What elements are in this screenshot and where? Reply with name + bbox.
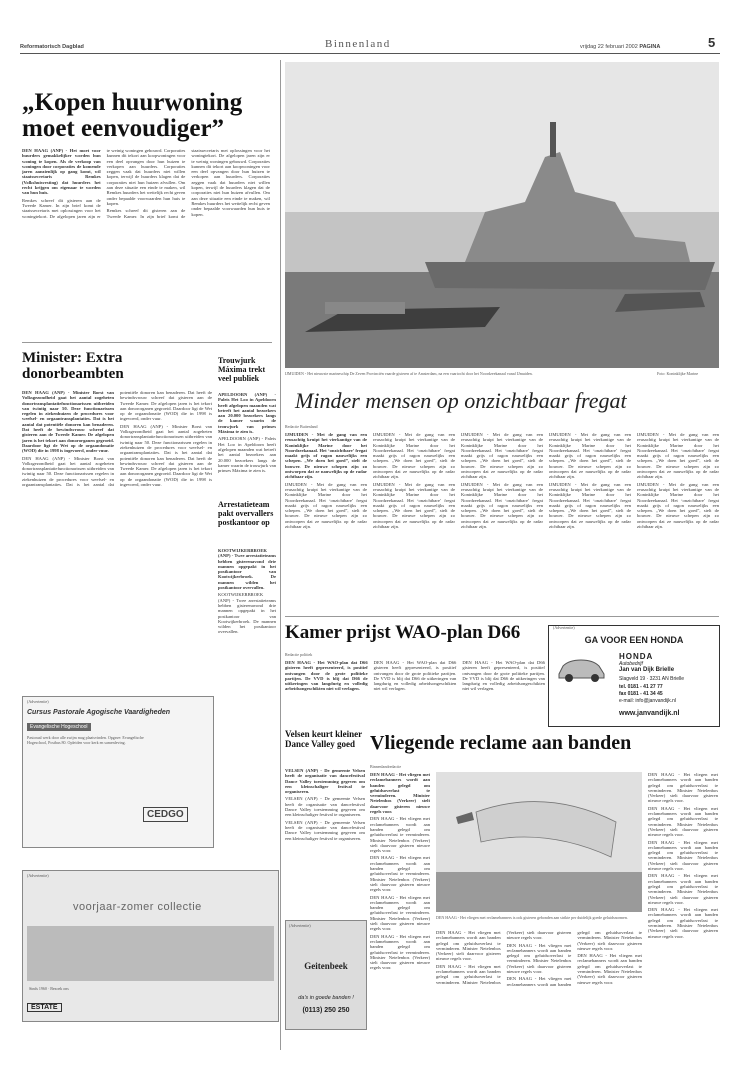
- article7-text-6: IJMUIDEN - Met de gang van een reusachtig kruipt het vierkantige van de Koninklijke Marine door het Noordzeekanaal. Het ‘onzichtbare’ fregat maakt grijs of ragon nauwelijks een schepen. „We doen het goed”, stelt de bouwer. De nieuwe schepen zijn zo ontworpen dat ze nauwelijks op de radar zichtbaar zijn.: [549, 432, 631, 480]
- car-icon: [555, 654, 607, 684]
- ad-honda-dealer: Jan van Dijk Brielle: [619, 667, 675, 673]
- page-number: 5: [708, 35, 716, 50]
- article8-text-9: DEN HAAG - Het vliegen met reclamebanners wordt aan banden gelegd om geluidsoverlast te verminderen. Minister Netelenbos (Verkeer) stelt daarvoor gisteren nieuwe regels voor.: [577, 953, 642, 985]
- ad-mode-brand: ESTATE: [27, 1003, 62, 1012]
- article8-headline: Vliegende reclame aan banden: [370, 732, 632, 754]
- article7-text-9: IJMUIDEN - Met de gang van een reusachtig kruipt het vierkantige van de Koninklijke Marine door het Noordzeekanaal. Het ‘onzichtbare’ fregat maakt grijs of ragon nauwelijks een schepen. „We doen het goed”, stelt de bouwer. De nieuwe schepen zijn zo ontworpen dat ze nauwelijks op de radar zichtbaar zijn.: [637, 481, 719, 530]
- ad-cursus[interactable]: [22, 696, 214, 848]
- article7-text-3: IJMUIDEN - Met de gang van een reusachtig kruipt het vierkantige van de Koninklijke Marine door het Noordzeekanaal. Het ‘onzichtbare’ fregat maakt grijs of ragon nauwelijks een schepen. „We doen het goed”, stelt de bouwer. De nieuwe schepen zijn zo ontworpen dat ze nauwelijks op de radar zichtbaar zijn.: [373, 481, 455, 530]
- article1-body: [22, 148, 270, 338]
- ad-cursus-title: Cursus Pastorale Agogische Vaardigheden: [27, 709, 171, 716]
- article4-headline: Arrestatieteam pakt overvallers postkantoor op: [218, 500, 274, 527]
- article8-text-2: DEN HAAG - Het vliegen met reclamebanners wordt aan banden gelegd om geluidsoverlast te verminderen. Minister Netelenbos (Verkeer) stelt daarvoor gisteren nieuwe regels voor.: [370, 855, 430, 893]
- article8-text-14: DEN HAAG - Het vliegen met reclamebanners wordt aan banden gelegd om geluidsoverlast te verminderen. Minister Netelenbos (Verkeer) stelt daarvoor gisteren nieuwe regels voor.: [648, 907, 718, 939]
- ad-label: (Advertentie): [27, 873, 49, 878]
- article3-text: APELDOORN (ANP) - Paleis Het Loo in Apeldoorn heeft afgelopen maanden wat betreft het aantal bezoekers aan 20.000 bezoekers langs de kamer waarin de trouwjurk van prinses Máxima te zien is.: [218, 392, 276, 435]
- article1-text-cont: Remkes schreef dit gisteren aan de Tweede Kamer. In zijn brief komt de staatssecretaris met oplossingen voor het woningtekort. De afgelopen jaren zijn er te weinig woningen gebouwd. Corporaties kunnen dit tekort aan koopwoningen voor een deel opvangen door hun huizen te verkopen aan huurders. Corporaties zeggen vaak dat huurders niet willen kopen, terwijl de huurders klagen dat de corporaties niet hun huizen afvullen. Om aan deze situatie een einde te maken, wil Remkes huurders het wettelijk recht geven onder bepaalde voorwaarden hun huis te kopen.: [106, 148, 270, 219]
- article7-headline: Minder mensen op onzichtbaar fregat: [295, 388, 627, 413]
- ad-label: (Advertentie): [27, 699, 49, 704]
- article8-text-13: DEN HAAG - Het vliegen met reclamebanners wordt aan banden gelegd om geluidsoverlast te verminderen. Minister Netelenbos (Verkeer) stelt daarvoor gisteren nieuwe regels voor.: [648, 873, 718, 905]
- ad-honda-tel: tel. 0181 - 41 27 77: [619, 684, 663, 690]
- article5-lead: DEN HAAG - Het WAO-plan dat D66 gisteren heeft gepresenteerd, is positief ontvangen door de grote politieke partijen. De VVD is blij dat D66 de uitkeringen van langdurig en volledig arbeidsongeschikten niet wil verlagen.: [285, 660, 368, 692]
- article7-bottom-rule: [285, 616, 719, 617]
- article1-bottom-rule: [22, 342, 272, 343]
- article8-text-4: DEN HAAG - Het vliegen met reclamebanners wordt aan banden gelegd om geluidsoverlast te verminderen. Minister Netelenbos (Verkeer) stelt daarvoor gisteren nieuwe regels voor.: [370, 933, 430, 971]
- article4-text: KOOTWIJKERBROEK (ANP) - Twee arrestatieteams hebben gisterenavond drie mannen opgepakt in het postkantoor van Kootwijkerbroek. De mannen wilden het postkantoor overvallen.: [218, 548, 276, 591]
- ad-geitenbeek-slogan: da's in goede banden !: [298, 995, 354, 1001]
- ad-cursus-org: Evangelische Hogeschool: [27, 723, 91, 731]
- article5-text-2: DEN HAAG - Het WAO-plan dat D66 gisteren heeft gepresenteerd, is positief ontvangen door de grote politieke partijen. De VVD is blij dat D66 de uitkeringen van langdurig en volledig arbeidsongeschikten niet wil verlagen.: [462, 660, 545, 692]
- article8-col3: [648, 772, 718, 1042]
- article2-headline: Minister: Extra donorbeambten: [22, 350, 124, 382]
- article8-text-7: DEN HAAG - Het vliegen met reclamebanners wordt aan banden gelegd om geluidsoverlast te verminderen. Minister Netelenbos (Verkeer) stelt daarvoor gisteren nieuwe regels voor.: [506, 942, 572, 975]
- article6-text-cont2: VELSEN (ANP) - De gemeente Velsen heeft de organisatie van dancefestival Dance Valley toestemming gegeven om een kleinschaliger festival te organiseren.: [285, 819, 365, 841]
- article8-text-12: DEN HAAG - Het vliegen met reclamebanners wordt aan banden gelegd om geluidsoverlast te verminderen. Minister Netelenbos (Verkeer) stelt daarvoor gisteren nieuwe regels voor.: [648, 839, 718, 872]
- article8-col1: [370, 772, 430, 1042]
- article6-headline: Velsen keurt kleiner Dance Valley goed: [285, 729, 363, 749]
- page-label: PAGINA: [639, 44, 661, 50]
- column-divider: [280, 60, 281, 1050]
- article2-body: [22, 390, 212, 600]
- article4-body: [218, 548, 276, 688]
- ad-label: (Advertentie): [289, 923, 311, 928]
- ad-honda-address: Slagveld 19 · 3231 AN Brielle: [619, 676, 685, 682]
- ad-honda[interactable]: [548, 625, 720, 727]
- article7-text-7: IJMUIDEN - Met de gang van een reusachtig kruipt het vierkantige van de Koninklijke Marine door het Noordzeekanaal. Het ‘onzichtbare’ fregat maakt grijs of ragon nauwelijks een schepen. „We doen het goed”, stelt de bouwer. De nieuwe schepen zijn zo ontworpen dat ze nauwelijks op de radar zichtbaar zijn.: [549, 481, 631, 530]
- ad-mode-brands: Sinds 1960 · Bezoek ons: [29, 986, 69, 991]
- section-title: Binnenland: [325, 38, 391, 50]
- article8-text-5: DEN HAAG - Het vliegen met reclamebanners wordt aan banden gelegd om geluidsoverlast te verminderen. Minister Netelenbos (Verkeer) stelt daarvoor gisteren nieuwe regels voor.: [436, 930, 501, 962]
- article7-body: [285, 432, 719, 612]
- banner-plane-image: [436, 772, 642, 912]
- fregat-photo: [285, 62, 719, 368]
- ad-honda-email[interactable]: e-mail: info@janvandijk.nl: [619, 698, 677, 704]
- ad-geitenbeek-brand: Geitenbeek: [304, 961, 348, 971]
- article7-text-8: IJMUIDEN - Met de gang van een reusachtig kruipt het vierkantige van de Koninklijke Marine door het Noordzeekanaal. Het ‘onzichtbare’ fregat maakt grijs of ragon nauwelijks een schepen. „We doen het goed”, stelt de bouwer. De nieuwe schepen zijn zo ontworpen dat ze nauwelijks op de radar zichtbaar zijn.: [637, 432, 719, 480]
- article2-text: DEN HAAG (ANP) - Minister Borst van Volksgezondheid gaat het aantal zogeheten donortransplantatiefunctionarissen uitbreiden van twintig naar 50. Deze functionarissen regelen in ziekenhuizen de procedures voor weefsel- en orgaantransplantaties. Dat is het aantal dat potentiële donoren kan benaderen. Dat heeft de bewindsvrouw schreef dat gisteren aan de Tweede Kamer. De afgelopen jaren is het tekort aan donororganen gegroeid. Daardoor ligt de Wet op de orgaandonatie (WOD) die in 1998 is ingevoerd, onder vuur.: [22, 390, 114, 454]
- article8-lead: DEN HAAG - Het vliegen met reclamebanners wordt aan banden gelegd om geluidsoverlast te verminderen. Minister Netelenbos (Verkeer) stelt daarvoor gisteren nieuwe regels voor.: [370, 772, 430, 815]
- article8-byline: Binnenlandredactie: [370, 764, 402, 769]
- article8-text-8: DEN HAAG - Het vliegen met reclamebanners wordt aan banden gelegd om geluidsoverlast te verminderen. Minister Netelenbos (Verkeer) stelt daarvoor gisteren nieuwe regels voor.: [506, 930, 642, 987]
- ad-cursus-brand: CEDGO: [143, 807, 188, 822]
- fregat-caption-text: IJMUIDEN - Het nieuwste marineschip De Zeven Provinciën vaarde gisteren af te Amsterdam, na een vaartocht door het Noordzeekanaal vanaf IJmuiden.: [285, 371, 533, 376]
- article8-text-3: DEN HAAG - Het vliegen met reclamebanners wordt aan banden gelegd om geluidsoverlast te verminderen. Minister Netelenbos (Verkeer) stelt daarvoor gisteren nieuwe regels voor.: [370, 894, 430, 932]
- article3-body: [218, 392, 276, 492]
- banner-caption: DEN HAAG - Het vliegen met reclamebanners is ook gisteren gebonden aan strikte per duidelijk goede geluidsnormen.: [436, 915, 628, 920]
- ad-honda-fax: fax 0181 - 41 34 45: [619, 691, 663, 697]
- article6-body: [285, 768, 365, 908]
- ad-honda-brand: HONDA: [619, 652, 654, 661]
- article6-text: VELSEN (ANP) - De gemeente Velsen heeft de organisatie van dancefestival Dance Valley toestemming gegeven om een kleinschaliger festival te organiseren.: [285, 768, 365, 795]
- article4-text-cont: KOOTWIJKERBROEK (ANP) - Twee arrestatieteams hebben gisterenavond drie mannen opgepakt in het postkantoor van Kootwijkerbroek. De mannen wilden het postkantoor overvallen.: [218, 592, 276, 635]
- article1-headline: „Kopen huurwoning moet eenvoudiger”: [22, 89, 243, 142]
- article5-body: [285, 660, 545, 722]
- ad-honda-title: GA VOOR EEN HONDA: [584, 635, 684, 645]
- masthead: [20, 33, 720, 51]
- masthead-rule: [20, 53, 720, 54]
- article8-text-11: DEN HAAG - Het vliegen met reclamebanners wordt aan banden gelegd om geluidsoverlast te verminderen. Minister Netelenbos (Verkeer) stelt daarvoor gisteren nieuwe regels voor.: [648, 805, 718, 838]
- article8-text-10: DEN HAAG - Het vliegen met reclamebanners wordt aan banden gelegd om geluidsoverlast te verminderen. Minister Netelenbos (Verkeer) stelt daarvoor gisteren nieuwe regels voor.: [648, 772, 718, 804]
- ad-geitenbeek[interactable]: [285, 920, 367, 1030]
- date-text: vrijdag 22 februari 2002: [580, 44, 638, 50]
- article7-text-5: IJMUIDEN - Met de gang van een reusachtig kruipt het vierkantige van de Koninklijke Marine door het Noordzeekanaal. Het ‘onzichtbare’ fregat maakt grijs of ragon nauwelijks een schepen. „We doen het goed”, stelt de bouwer. De nieuwe schepen zijn zo ontworpen dat ze nauwelijks op de radar zichtbaar zijn.: [461, 481, 543, 530]
- article5-headline: Kamer prijst WAO-plan D66: [285, 622, 521, 643]
- article7-lead: IJMUIDEN - Met de gang van een reusachtig kruipt het vierkantige van de Koninklijke Marine door het Noordzeekanaal. Het ‘onzichtbare’ fregat maakt grijs of ragon nauwelijks een schepen. „We doen het goed”, stelt de bouwer. De nieuwe schepen zijn zo ontworpen dat ze nauwelijks op de radar zichtbaar zijn.: [285, 432, 367, 480]
- article3-text-cont: APELDOORN (ANP) - Paleis Het Loo in Apeldoorn heeft afgelopen maanden wat betreft het aantal bezoekers aan 20.000 bezoekers langs de kamer waarin de trouwjurk van prinses Máxima te zien is.: [218, 436, 276, 474]
- article8-text-6: DEN HAAG - Het vliegen met reclamebanners wordt aan banden gelegd om geluidsoverlast te verminderen. Minister Netelenbos (Verkeer) stelt daarvoor gisteren nieuwe regels voor.: [436, 930, 572, 985]
- article1-text: Remkes schreef dit gisteren aan de Tweede Kamer. In zijn brief komt de staatssecretaris met oplossingen voor het woningtekort. De afgelopen jaren zijn er te weinig woningen gebouwd. Corporaties kunnen dit tekort aan koopwoningen voor een deel opvangen door hun huizen te verkopen aan huurders. Corporaties zeggen vaak dat huurders niet willen kopen, terwijl de huurders klagen dat de corporaties niet hun huizen afvullen. Om aan deze situatie een einde te maken, wil Remkes huurders het wettelijk recht geven onder bepaalde voorwaarden hun huis te kopen.: [22, 148, 186, 219]
- article7-byline: Redactie Buitenland: [285, 424, 318, 429]
- ad-label: (Advertentie): [553, 625, 575, 630]
- article8-text: DEN HAAG - Het vliegen met reclamebanners wordt aan banden gelegd om geluidsoverlast te verminderen. Minister Netelenbos (Verkeer) stelt daarvoor gisteren nieuwe regels voor.: [370, 816, 430, 854]
- ad-mode[interactable]: [22, 870, 279, 1022]
- ad-honda-web[interactable]: www.janvandijk.nl: [619, 710, 680, 717]
- fregat-photo-credit: Foto: Koninklijke Marine: [657, 371, 699, 376]
- newspaper-name: Reformatorisch Dagblad: [20, 44, 84, 50]
- article6-text-cont: VELSEN (ANP) - De gemeente Velsen heeft de organisatie van dancefestival Dance Valley toestemming gegeven om een kleinschaliger festival te organiseren.: [285, 796, 365, 818]
- article2-text-cont: DEN HAAG (ANP) - Minister Borst van Volksgezondheid gaat het aantal zogeheten donortransplantatiefunctionarissen uitbreiden van twintig naar 50. Deze functionarissen regelen in ziekenhuizen de procedures voor weefsel- en orgaantransplantaties. Dat is het aantal dat potentiële donoren kan benaderen. Dat heeft de bewindsvrouw schreef dat gisteren aan de Tweede Kamer. De afgelopen jaren is het tekort aan donororganen gegroeid. Daardoor ligt de Wet op de orgaandonatie (WOD) die in 1998 is ingevoerd, onder vuur.: [22, 390, 212, 488]
- article2-text-cont2: DEN HAAG (ANP) - Minister Borst van Volksgezondheid gaat het aantal zogeheten donortransplantatiefunctionarissen uitbreiden van twintig naar 50. Deze functionarissen regelen in ziekenhuizen de procedures voor weefsel- en orgaantransplantaties. Dat is het aantal dat potentiële donoren kan benaderen. Dat heeft de bewindsvrouw schreef dat gisteren aan de Tweede Kamer. De afgelopen jaren is het tekort aan donororganen gegroeid. Daardoor ligt de Wet op de orgaandonatie (WOD) die in 1998 is ingevoerd, onder vuur.: [120, 423, 212, 488]
- article8-col2: [436, 930, 642, 1045]
- issue-date: [580, 44, 660, 50]
- banner-photo: [436, 772, 642, 912]
- article3-headline: Trouwjurk Máxima trekt veel publiek: [218, 356, 266, 383]
- article7-text: IJMUIDEN - Met de gang van een reusachtig kruipt het vierkantige van de Koninklijke Marine door het Noordzeekanaal. Het ‘onzichtbare’ fregat maakt grijs of ragon nauwelijks een schepen. „We doen het goed”, stelt de bouwer. De nieuwe schepen zijn zo ontworpen dat ze nauwelijks op de radar zichtbaar zijn.: [285, 481, 367, 530]
- ad-geitenbeek-phone: (0113) 250 250: [302, 1007, 350, 1014]
- article5-text: DEN HAAG - Het WAO-plan dat D66 gisteren heeft gepresenteerd, is positief ontvangen door de grote politieke partijen. De VVD is blij dat D66 de uitkeringen van langdurig en volledig arbeidsongeschikten niet wil verlagen.: [373, 660, 457, 692]
- article7-text-2: IJMUIDEN - Met de gang van een reusachtig kruipt het vierkantige van de Koninklijke Marine door het Noordzeekanaal. Het ‘onzichtbare’ fregat maakt grijs of ragon nauwelijks een schepen. „We doen het goed”, stelt de bouwer. De nieuwe schepen zijn zo ontworpen dat ze nauwelijks op de radar zichtbaar zijn.: [373, 432, 455, 480]
- article5-byline: Redactie politiek: [285, 652, 313, 657]
- ad-mode-photo-strip: [27, 926, 274, 981]
- fregat-image: [285, 62, 719, 368]
- article7-text-4: IJMUIDEN - Met de gang van een reusachtig kruipt het vierkantige van de Koninklijke Marine door het Noordzeekanaal. Het ‘onzichtbare’ fregat maakt grijs of ragon nauwelijks een schepen. „We doen het goed”, stelt de bouwer. De nieuwe schepen zijn zo ontworpen dat ze nauwelijks op de radar zichtbaar zijn.: [461, 432, 543, 480]
- article1-lead: DEN HAAG (ANP) - Het moet voor huurders gemakkelijker worden hun woning te kopen. Als de verkoop van woningen door corporaties de komende jaren aanzienlijk op gang komt, wil staatssecretaris Remkes (Volkshuisvesting) dat huurders het recht krijgen om eigenaar te worden van hun huis.: [22, 148, 101, 196]
- fregat-caption: [285, 371, 719, 376]
- ad-cursus-text: Pastoraal werk door alle zwijm mag plaatsvinden. Opgave: Evangelische Hogeschool, Postbus 80. Opleiden voor kerk en samenleving.: [27, 735, 144, 745]
- ad-honda-dealer-label: Autobedrijf: [619, 661, 643, 667]
- ad-mode-title: voorjaar-zomer collectie: [73, 901, 202, 913]
